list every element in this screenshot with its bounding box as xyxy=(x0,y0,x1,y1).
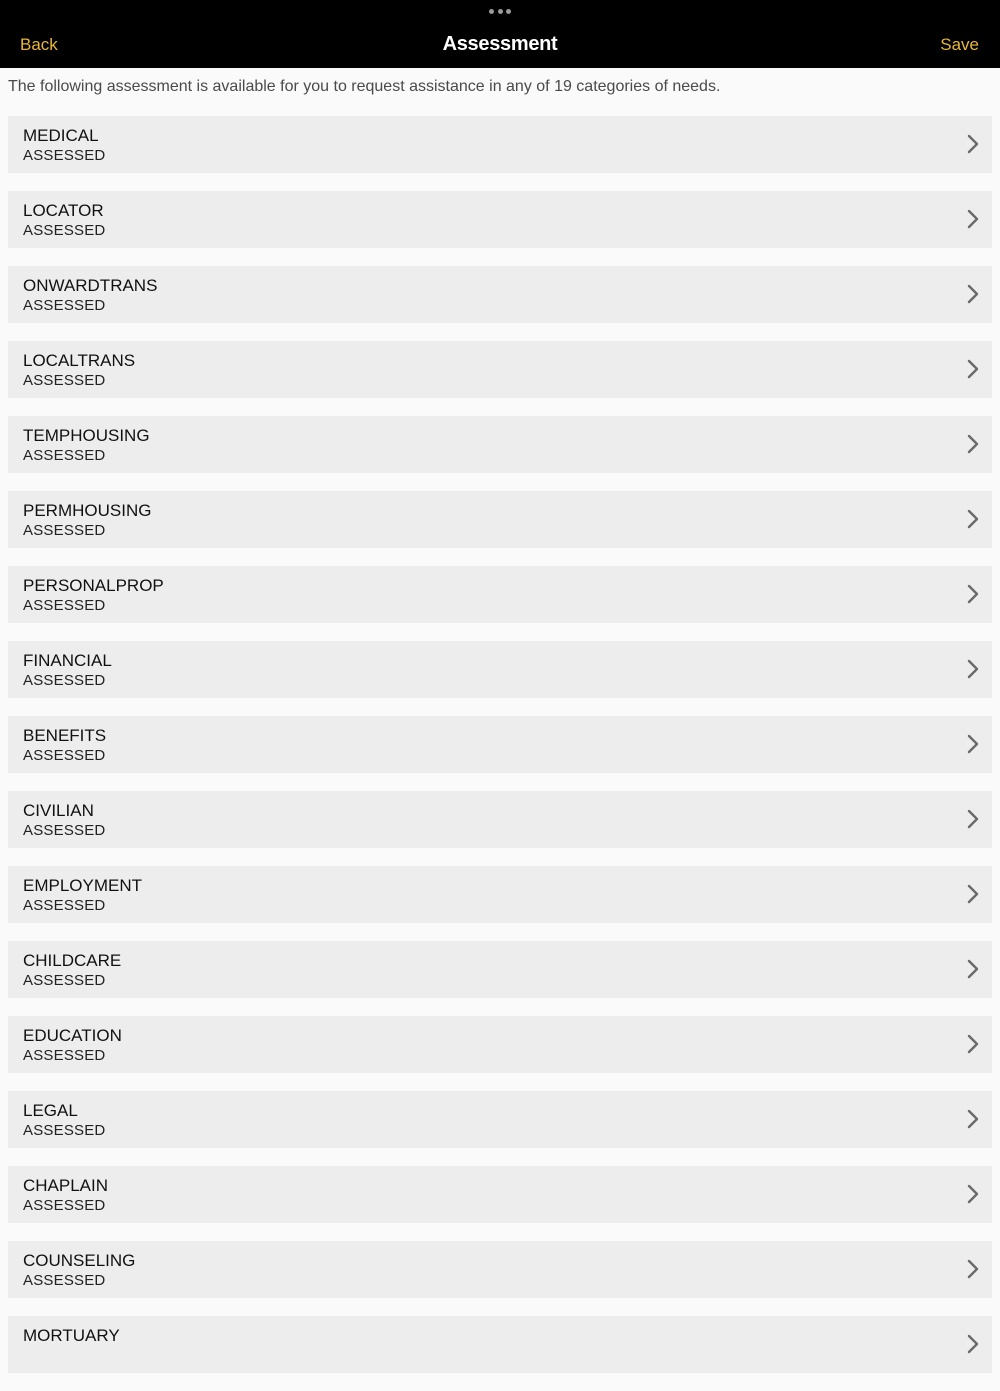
category-name: PERSONALPROP xyxy=(23,576,164,595)
chevron-right-icon xyxy=(966,583,980,605)
chevron-right-icon xyxy=(966,208,980,230)
category-name: CIVILIAN xyxy=(23,801,94,820)
chevron-right-icon xyxy=(966,808,980,830)
category-list xyxy=(8,116,992,1391)
category-row[interactable] xyxy=(8,866,992,923)
category-row[interactable] xyxy=(8,1016,992,1073)
category-status: ASSESSED xyxy=(23,1272,106,1289)
chevron-right-icon xyxy=(966,283,980,305)
back-button[interactable]: Back xyxy=(20,35,58,54)
category-row[interactable] xyxy=(8,716,992,773)
category-name: BENEFITS xyxy=(23,726,107,745)
category-row[interactable] xyxy=(8,491,992,548)
category-status: ASSESSED xyxy=(23,972,106,989)
chevron-right-icon xyxy=(966,883,980,905)
category-status: ASSESSED xyxy=(23,822,106,839)
category-status: ASSESSED xyxy=(23,672,106,689)
category-name: MEDICAL xyxy=(23,126,99,145)
category-row[interactable] xyxy=(8,1166,992,1223)
category-name: CHILDCARE xyxy=(23,951,122,970)
category-status: ASSESSED xyxy=(23,897,106,914)
category-name: LEGAL xyxy=(23,1101,78,1120)
dot xyxy=(498,9,503,14)
page-title: Assessment xyxy=(442,33,558,55)
category-name: PERMHOUSING xyxy=(23,501,152,520)
chevron-right-icon xyxy=(966,508,980,530)
chevron-right-icon xyxy=(966,358,980,380)
intro-text: The following assessment is available for you to request assistance in any of 19 categories of needs. xyxy=(8,78,721,95)
category-row[interactable] xyxy=(8,341,992,398)
save-button[interactable]: Save xyxy=(940,35,979,54)
category-row[interactable] xyxy=(8,116,992,173)
category-row[interactable] xyxy=(8,191,992,248)
category-name: MORTUARY xyxy=(23,1326,120,1345)
category-row[interactable] xyxy=(8,1241,992,1298)
category-status: ASSESSED xyxy=(23,297,106,314)
chevron-right-icon xyxy=(966,1033,980,1055)
category-name: FINANCIAL xyxy=(23,651,112,670)
category-row[interactable] xyxy=(8,1316,992,1373)
chevron-right-icon xyxy=(966,658,980,680)
category-row[interactable] xyxy=(8,566,992,623)
chevron-right-icon xyxy=(966,1108,980,1130)
category-name: EDUCATION xyxy=(23,1026,122,1045)
chevron-right-icon xyxy=(966,733,980,755)
category-name: LOCATOR xyxy=(23,201,104,220)
category-row[interactable] xyxy=(8,1091,992,1148)
category-status: ASSESSED xyxy=(23,597,106,614)
category-status: ASSESSED xyxy=(23,747,106,764)
chevron-right-icon xyxy=(966,1258,980,1280)
navigation-bar xyxy=(0,0,1000,68)
category-status: ASSESSED xyxy=(23,447,106,464)
category-name: ONWARDTRANS xyxy=(23,276,158,295)
category-name: EMPLOYMENT xyxy=(23,876,143,895)
category-status: ASSESSED xyxy=(23,372,106,389)
category-row[interactable] xyxy=(8,941,992,998)
category-status: ASSESSED xyxy=(23,1047,106,1064)
category-status: ASSESSED xyxy=(23,1122,106,1139)
chevron-right-icon xyxy=(966,958,980,980)
category-name: CHAPLAIN xyxy=(23,1176,109,1195)
chevron-right-icon xyxy=(966,1333,980,1355)
category-row[interactable] xyxy=(8,791,992,848)
chevron-right-icon xyxy=(966,133,980,155)
more-dots-icon[interactable] xyxy=(489,9,511,15)
category-row[interactable] xyxy=(8,266,992,323)
category-status: ASSESSED xyxy=(23,522,106,539)
category-status: ASSESSED xyxy=(23,222,106,239)
dot xyxy=(489,9,494,14)
category-name: TEMPHOUSING xyxy=(23,426,150,445)
category-name: LOCALTRANS xyxy=(23,351,136,370)
dot xyxy=(506,9,511,14)
category-status: ASSESSED xyxy=(23,147,106,164)
chevron-right-icon xyxy=(966,1183,980,1205)
chevron-right-icon xyxy=(966,433,980,455)
category-row[interactable] xyxy=(8,641,992,698)
category-name: COUNSELING xyxy=(23,1251,136,1270)
category-status: ASSESSED xyxy=(23,1197,106,1214)
category-row[interactable] xyxy=(8,416,992,473)
